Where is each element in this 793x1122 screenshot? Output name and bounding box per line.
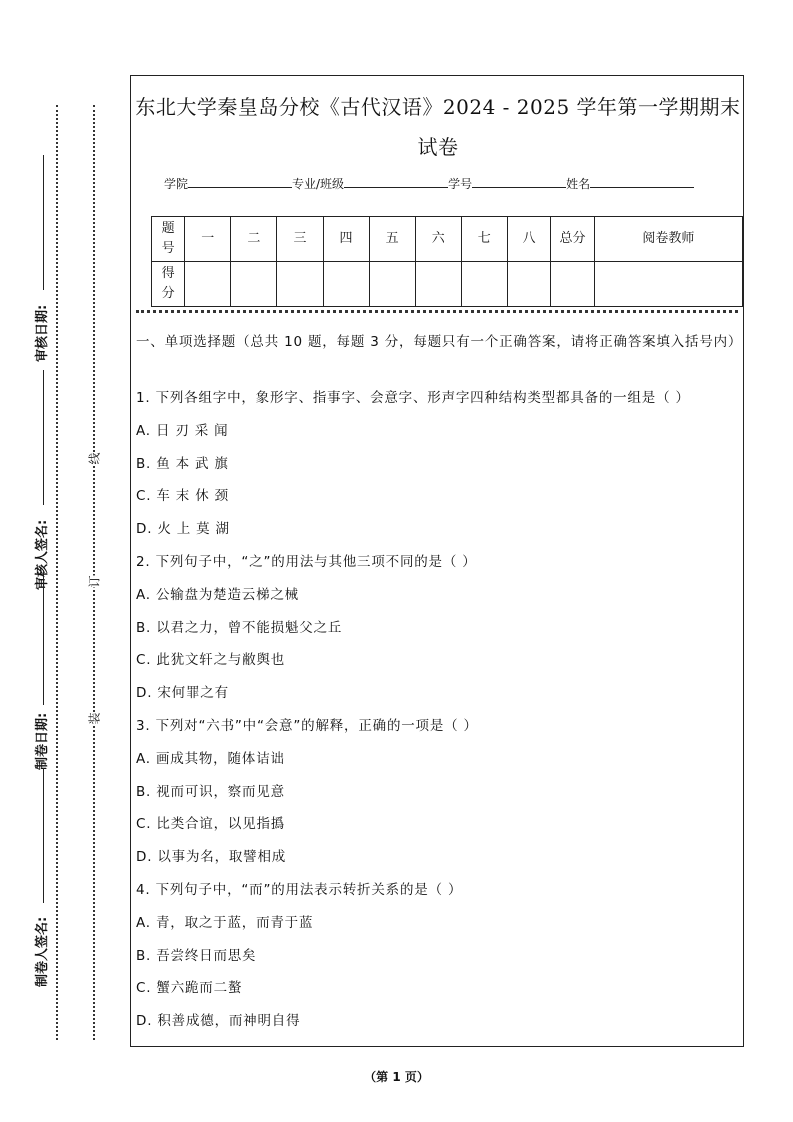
question-4-stem: 4. 下列句子中，“而”的用法表示转折关系的是（ ）: [136, 882, 463, 898]
score-table: [151, 216, 743, 307]
field-blank-student-id: [472, 175, 566, 188]
question-2-option-a: A. 公输盘为楚造云梯之械: [136, 587, 299, 603]
score-cell-7[interactable]: [461, 262, 507, 307]
score-cell-5[interactable]: [369, 262, 415, 307]
field-label-name: 姓名: [566, 177, 591, 191]
question-1-option-d: D. 火 上 莫 湖: [136, 521, 230, 537]
question-3-option-c: C. 比类合谊，以见指撝: [136, 816, 286, 832]
margin-underline-reviewer-signature: [43, 370, 44, 505]
binding-dotted-line-right: [93, 105, 95, 1040]
page-number: （第 1 页）: [364, 1070, 429, 1084]
question-3-option-b: B. 视而可识，察而见意: [136, 784, 285, 800]
score-cell-6[interactable]: [415, 262, 461, 307]
question-4-option-c: C. 蟹六跪而二螯: [136, 980, 243, 996]
score-col-grader: 阅卷教师: [594, 217, 742, 262]
score-col-2: 二: [231, 217, 277, 262]
question-3-option-d: D. 以事为名，取譬相成: [136, 849, 287, 865]
score-col-5: 五: [369, 217, 415, 262]
field-blank-name: [590, 175, 694, 188]
score-row-label-question-no: 题号: [152, 217, 185, 262]
score-col-6: 六: [415, 217, 461, 262]
question-1-option-a: A. 日 刃 采 闻: [136, 423, 229, 439]
header-dotted-separator: [136, 310, 738, 313]
exam-frame: [130, 75, 744, 1047]
margin-label-paper-date: 制卷日期:: [35, 712, 50, 770]
field-label-college: 学院: [164, 177, 189, 191]
question-1-stem: 1. 下列各组字中，象形字、指事字、会意字、形声字四种结构类型都具备的一组是（ ）: [136, 390, 690, 406]
score-col-8: 八: [507, 217, 550, 262]
score-cell-3[interactable]: [277, 262, 323, 307]
exam-title-line2: 试卷: [417, 135, 459, 159]
margin-underline-review-date: [43, 155, 44, 290]
score-cell-1[interactable]: [185, 262, 231, 307]
score-col-7: 七: [461, 217, 507, 262]
question-4-option-d: D. 积善成德，而神明自得: [136, 1013, 301, 1029]
score-cell-4[interactable]: [323, 262, 369, 307]
question-1-option-b: B. 鱼 本 武 旗: [136, 456, 229, 472]
score-row-label-score: 得分: [152, 262, 185, 307]
section1-heading: 一、单项选择题（总共 10 题，每题 3 分，每题只有一个正确答案，请将正确答案填入括号内）: [136, 334, 743, 350]
question-2-option-d: D. 宋何罪之有: [136, 685, 229, 701]
field-blank-major-class: [344, 175, 448, 188]
score-col-3: 三: [277, 217, 323, 262]
question-2-option-c: C. 此犹文轩之与敝舆也: [136, 652, 286, 668]
margin-underline-paper-author-signature: [43, 768, 44, 903]
binding-dotted-line-left: [56, 105, 58, 1040]
question-2-option-b: B. 以君之力，曾不能损魁父之丘: [136, 620, 343, 636]
question-3-option-a: A. 画成其物，随体诘诎: [136, 751, 285, 767]
score-cell-8[interactable]: [507, 262, 550, 307]
bind-mark-xian: 线: [84, 452, 105, 464]
question-3-stem: 3. 下列对“六书”中“会意”的解释，正确的一项是（ ）: [136, 718, 478, 734]
margin-underline-paper-date: [43, 570, 44, 705]
score-cell-2[interactable]: [231, 262, 277, 307]
score-cell-grader[interactable]: [594, 262, 742, 307]
score-col-1: 一: [185, 217, 231, 262]
bind-mark-ding: 订: [84, 575, 105, 587]
field-label-major-class: 专业/班级: [292, 177, 345, 191]
question-4-option-b: B. 吾尝终日而思矣: [136, 948, 257, 964]
question-2-stem: 2. 下列句子中，“之”的用法与其他三项不同的是（ ）: [136, 554, 477, 570]
margin-label-paper-author-signature: 制卷人签名:: [35, 916, 50, 987]
field-label-student-id: 学号: [448, 177, 473, 191]
student-info-row: [164, 175, 694, 192]
question-1-option-c: C. 车 末 休 颈: [136, 488, 229, 504]
field-blank-college: [188, 175, 292, 188]
score-col-total: 总分: [551, 217, 594, 262]
margin-label-reviewer-signature: 审核人签名:: [35, 519, 50, 590]
margin-label-review-date: 审核日期:: [35, 304, 50, 362]
exam-title-line1: 东北大学秦皇岛分校《古代汉语》2024 - 2025 学年第一学期期末: [135, 95, 741, 119]
score-col-4: 四: [323, 217, 369, 262]
bind-mark-zhuang: 装: [84, 712, 105, 724]
score-cell-total[interactable]: [551, 262, 594, 307]
question-4-option-a: A. 青，取之于蓝，而青于蓝: [136, 915, 314, 931]
